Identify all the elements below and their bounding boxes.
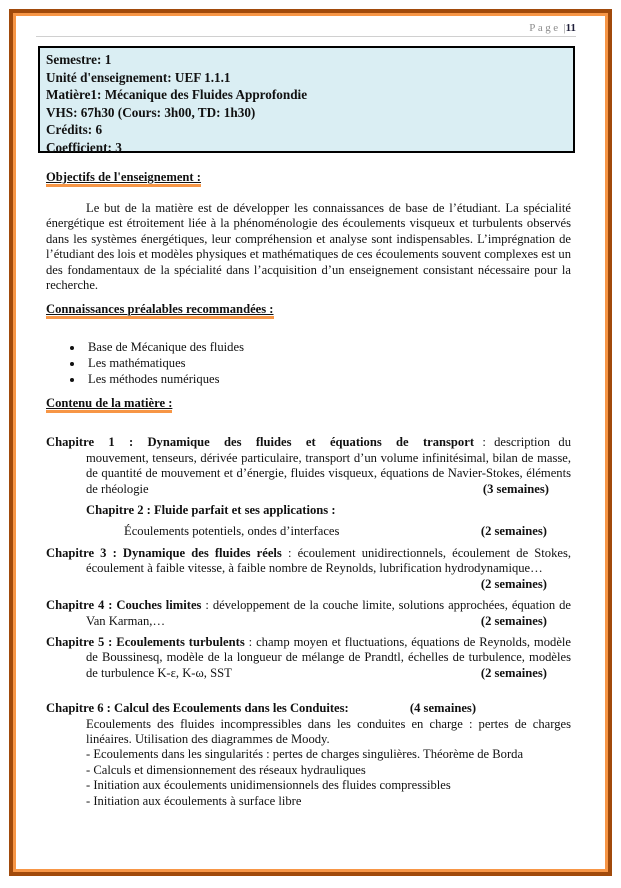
course-info-box	[38, 46, 575, 153]
info-coefficient: Coefficient: 3	[46, 139, 122, 155]
info-teaching-unit: Unité d'enseignement: UEF 1.1.1	[46, 69, 231, 85]
content-title: Contenu de la matière :	[46, 396, 172, 413]
chapter-6-title: Chapitre 6 : Calcul des Ecoulements dans les Conduites:	[46, 701, 349, 716]
chapter-2-title: Chapitre 2 : Fluide parfait et ses applications :	[86, 503, 336, 518]
objectives-text: Le but de la matière est de développer les connaissances de base de l’étudiant. La spécialité énergétique est étroitement liée à la phénoménologie des écoulements visqueux et turbulents observés dans les systèmes énergétiques, leur compréhension et analyse sont indispensables. L’imprégnation de l’étudiant des lois et modèles physiques et mathématiques de ces écoulements souvent complexes est un des fondamentaux de la spécialité dans l’acquisition d’un enseignement consistant nécessaire pour la recherche.	[46, 201, 571, 293]
content-section	[46, 396, 571, 809]
chapter-5-text: : champ moyen et fluctuations, équations de Reynolds, modèle de Boussinesq, modèle de la longueur de mélange de Prandtl, échelles de turbulence, modèles de turbulence K-ε, K-ω, SST	[86, 634, 571, 680]
list-item: • Les méthodes numériques	[84, 371, 571, 387]
chapter-3-title: Chapitre 3 : Dynamique des fluides réels	[46, 545, 282, 560]
chapter-6-item: - Ecoulements dans les singularités : pertes de charges singulières. Théorème de Borda	[86, 747, 524, 762]
chapter-4	[46, 598, 571, 629]
chapter-2-weeks: (2 semaines)	[480, 524, 547, 539]
chapter-6-item: - Initiation aux écoulements à surface libre	[86, 793, 302, 808]
chapter-5	[46, 635, 571, 681]
chapter-4-text: : développement de la couche limite, solutions approchées, équation de Van Karman,…	[86, 598, 572, 628]
page-number: 11	[565, 22, 576, 34]
chapter-2-text: Écoulements potentiels, ondes d’interfaces	[124, 524, 340, 539]
chapter-3-weeks: (2 semaines)	[480, 576, 547, 591]
objectives-title: Objectifs de l'enseignement :	[46, 170, 201, 187]
chapter-6	[46, 701, 571, 809]
chapter-3	[46, 546, 571, 592]
document-content	[46, 170, 571, 809]
prerequisites-section	[46, 302, 571, 387]
chapter-1-text: : description du mouvement, tenseurs, dérivée particulaire, transport d’un volume infinitésimal, bilan de masse, de quantité de mouvement et d’énergie, fluides visqueux, équations de Navier-Stokes, éléments de rhéologie	[86, 435, 571, 496]
prerequisites-list	[46, 339, 571, 387]
info-semester: Semestre: 1	[46, 52, 112, 67]
chapter-5-weeks: (2 semaines)	[480, 665, 547, 680]
info-credits: Crédits: 6	[46, 122, 103, 138]
prerequisites-title: Connaissances préalables recommandées :	[46, 302, 274, 319]
chapter-3-text: : écoulement unidirectionnels, écoulement de Stokes, écoulement à faible vitesse, à faible nombre de Reynolds, lubrification hydrodynamique…	[86, 545, 572, 576]
chapter-1-weeks: (3 semaines)	[482, 481, 549, 496]
info-vhs: VHS: 67h30 (Cours: 3h00, TD: 1h30)	[46, 104, 256, 120]
page-separator: |	[563, 22, 566, 34]
list-item: • Les mathématiques	[84, 355, 571, 371]
list-item: • Base de Mécanique des fluides	[84, 339, 571, 355]
chapter-6-item: - Calculs et dimensionnement des réseaux hydrauliques	[86, 762, 366, 777]
info-subject: Matière1: Mécanique des Fluides Approfondie	[46, 87, 308, 103]
chapter-1-title: Chapitre 1 : Dynamique des fluides et équations de transport	[46, 435, 475, 450]
page-header	[36, 22, 576, 37]
chapter-1	[46, 435, 571, 497]
chapter-6-text: Ecoulements des fluides incompressibles dans les conduites en charge : pertes de charges linéaires. Utilisation des diagrammes de Moody.	[86, 716, 571, 746]
objectives-section	[46, 170, 571, 293]
chapter-5-title: Chapitre 5 : Ecoulements turbulents	[46, 634, 245, 649]
chapter-6-heading	[46, 701, 571, 716]
chapter-6-weeks: (4 semaines)	[409, 701, 477, 716]
chapter-4-weeks: (2 semaines)	[480, 613, 547, 628]
chapter-4-title: Chapitre 4 : Couches limites	[46, 598, 202, 613]
chapter-6-item: - Initiation aux écoulements unidimensionnels des fluides compressibles	[86, 778, 451, 793]
page-label: Page	[529, 22, 561, 34]
chapter-2	[46, 503, 571, 540]
